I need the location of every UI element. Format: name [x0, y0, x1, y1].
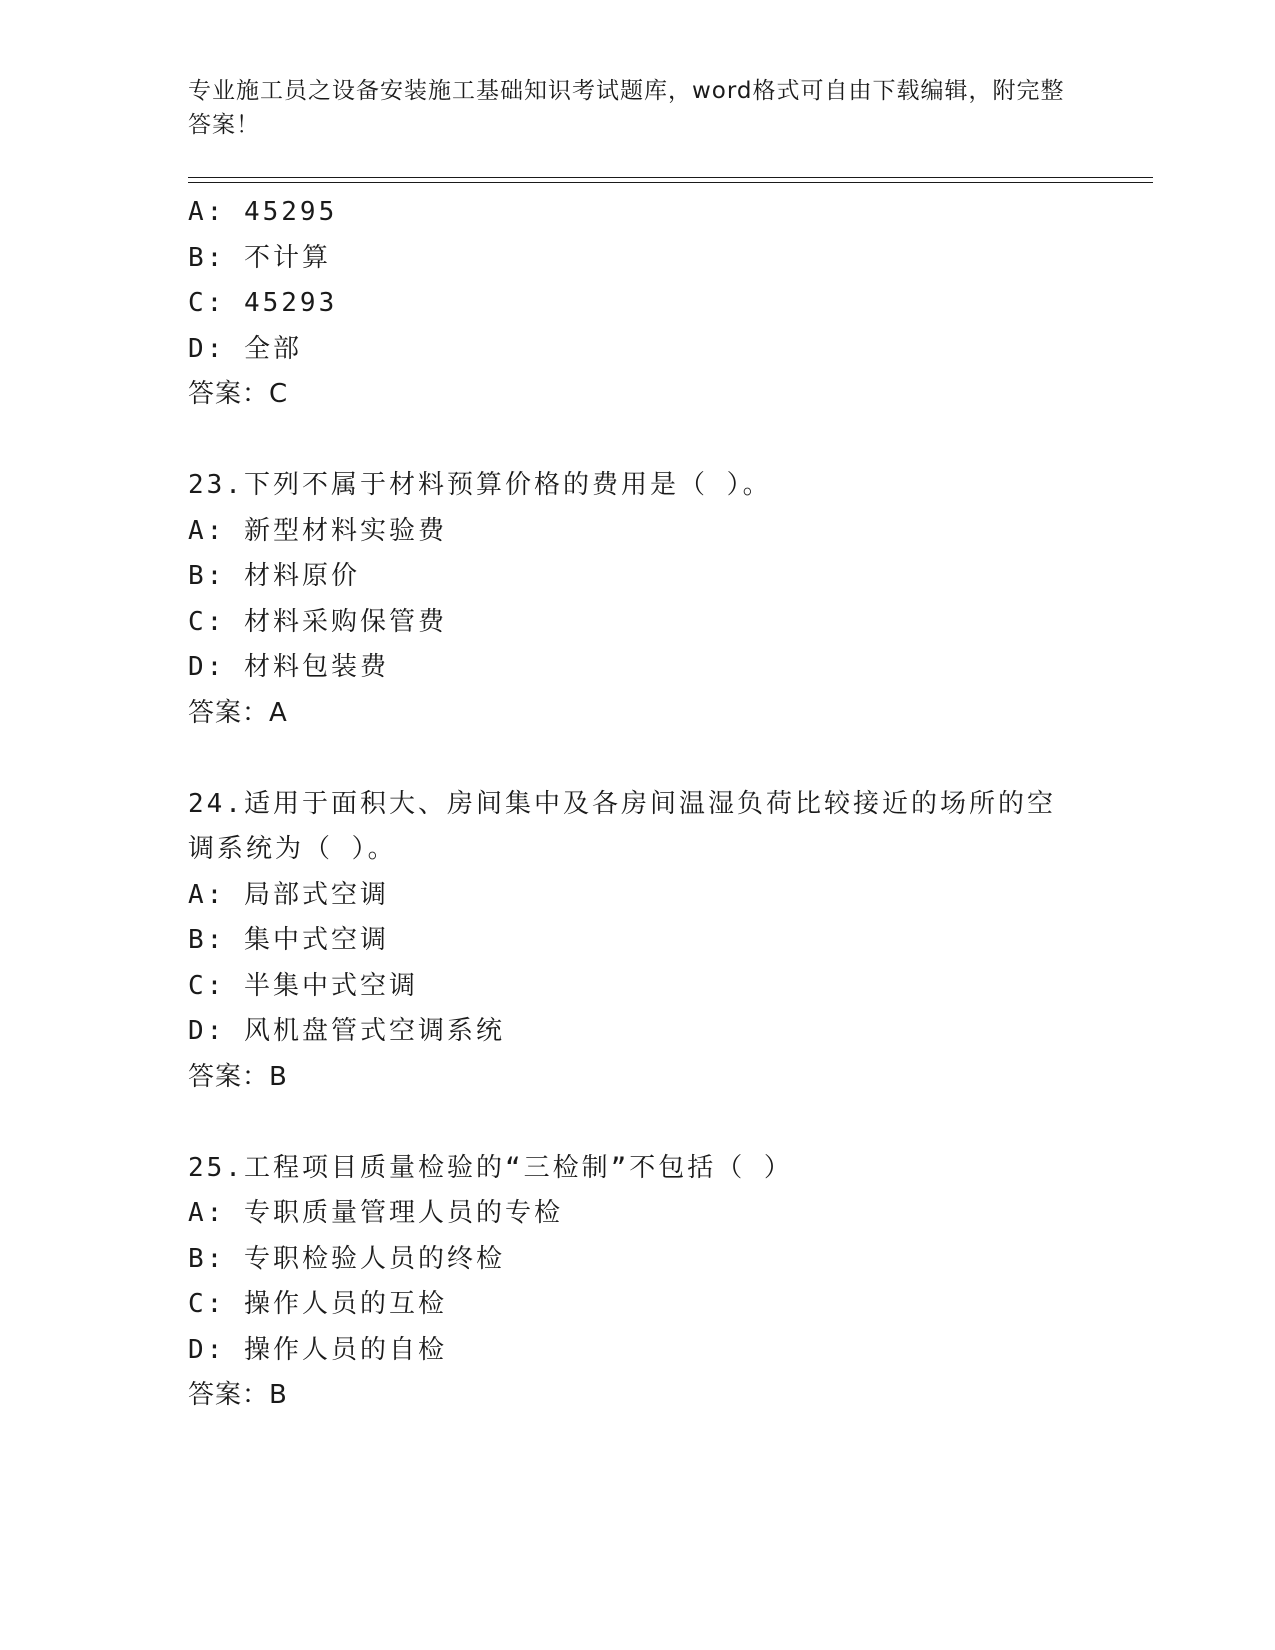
header-divider-top: [188, 177, 1153, 178]
spacer: [188, 418, 1088, 464]
option-a: A: 45295: [188, 197, 338, 227]
header-divider-bottom: [188, 182, 1153, 183]
spacer: [188, 736, 1088, 782]
option-c: C: 操作人员的互检: [188, 1289, 447, 1319]
question-block-22: [188, 190, 1088, 418]
option-d: D: 操作人员的自检: [188, 1334, 447, 1365]
question-title: 23.下列不属于材料预算价格的费用是（ ）。: [188, 470, 772, 500]
option-d: D: 风机盘管式空调系统: [188, 1016, 505, 1046]
option-a: A: 专职质量管理人员的专检: [188, 1198, 563, 1228]
question-block-23: [188, 463, 1088, 736]
option-c: C: 材料采购保管费: [188, 606, 447, 637]
option-a: A: 局部式空调: [188, 879, 389, 910]
answer-line: 答案：B: [188, 1061, 288, 1092]
option-b: B: 专职检验人员的终检: [188, 1243, 505, 1274]
question-title: 24.适用于面积大、房间集中及各房间温湿负荷比较接近的场所的空调系统为（ ）。: [188, 788, 1056, 864]
answer-line: 答案：A: [188, 697, 288, 728]
option-a: A: 新型材料实验费: [188, 515, 447, 546]
option-c: C: 45293: [188, 288, 338, 318]
option-d: D: 全部: [188, 333, 302, 364]
question-title: 25.工程项目质量检验的“三检制”不包括（ ）: [188, 1152, 793, 1183]
answer-line: 答案：C: [188, 379, 289, 409]
option-b: B: 材料原价: [188, 561, 360, 591]
option-d: D: 材料包装费: [188, 652, 389, 682]
question-block-25: [188, 1146, 1088, 1419]
spacer: [188, 1100, 1088, 1146]
document-header: 专业施工员之设备安装施工基础知识考试题库，word格式可自由下载编辑，附完整答案！: [188, 78, 1065, 138]
option-b: B: 不计算: [188, 242, 331, 273]
question-list: [188, 190, 1088, 1419]
answer-line: 答案：B: [188, 1380, 288, 1410]
question-block-24: [188, 782, 1088, 1101]
option-b: B: 集中式空调: [188, 925, 389, 955]
option-c: C: 半集中式空调: [188, 970, 418, 1001]
